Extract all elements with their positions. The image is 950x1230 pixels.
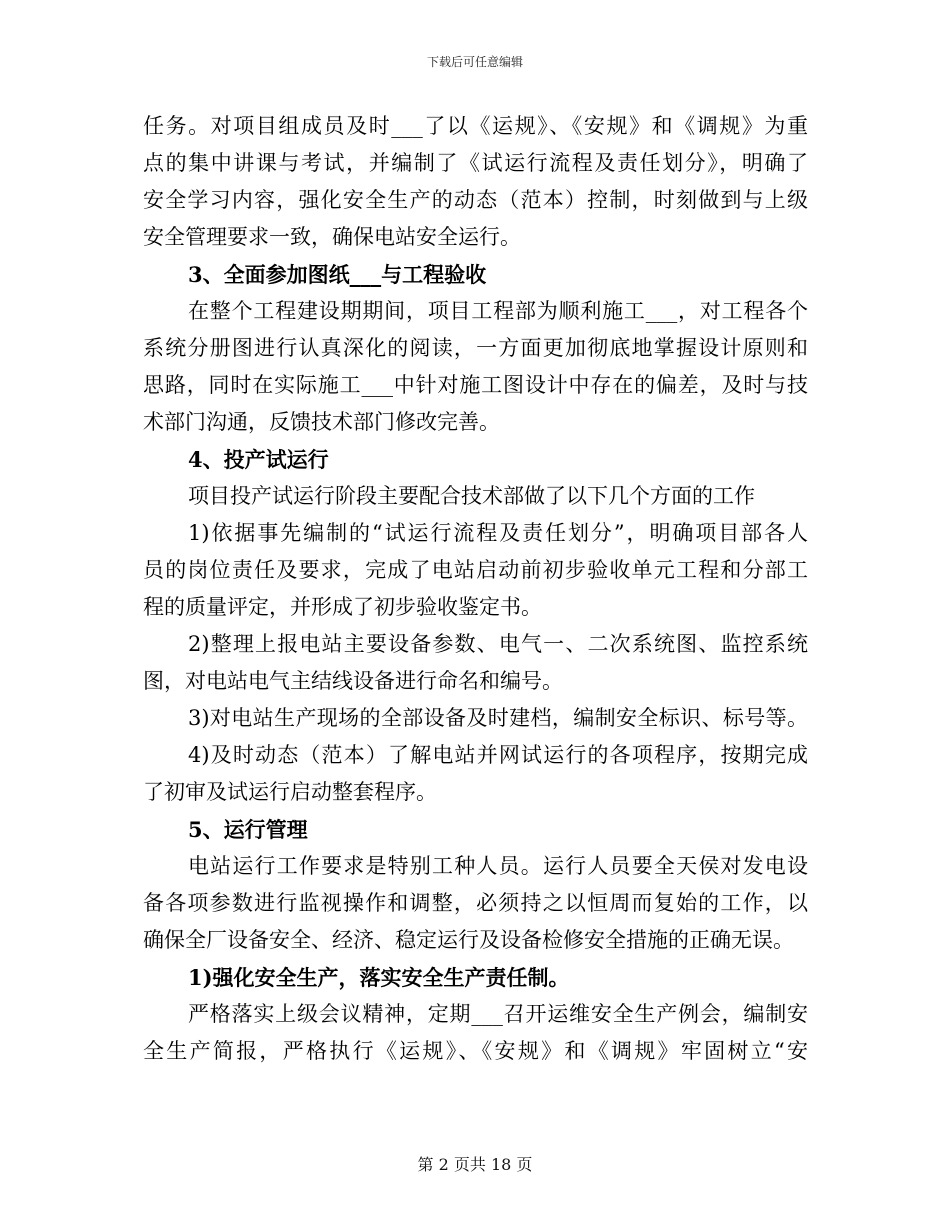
- section-4-list-item-line: 程的质量评定，并形成了初步验收鉴定书。: [143, 595, 542, 619]
- section-4-list-item-line: 员的岗位责任及要求，完成了电站启动前初步验收单元工程和分部工: [143, 558, 808, 582]
- section-4-list-item-line: 2)整理上报电站主要设备参数、电气一、二次系统图、监控系统: [188, 632, 808, 656]
- opening-paragraph-line: 点的集中讲课与考试，并编制了《试运行流程及责任划分》，明确了: [143, 151, 808, 175]
- subsection-1-paragraph-line: 全生产简报，严格执行《运规》、《安规》和《调规》牢固树立“安: [143, 1039, 808, 1063]
- section-4-list-item-line: 4)及时动态（范本）了解电站并网试运行的各项程序，按期完成: [188, 743, 808, 767]
- section-4-list-item-line: 了初审及试运行启动整套程序。: [143, 780, 437, 804]
- section-3-paragraph-line: 在整个工程建设期期间，项目工程部为顺利施工___，对工程各个: [188, 299, 808, 323]
- section-4-heading: 4、投产试运行: [188, 447, 329, 472]
- section-3-heading: 3、全面参加图纸___与工程验收: [188, 262, 487, 287]
- section-4-intro: 项目投产试运行阶段主要配合技术部做了以下几个方面的工作: [188, 484, 755, 508]
- section-4-list-item-line: 3)对电站生产现场的全部设备及时建档，编制安全标识、标号等。: [188, 706, 808, 730]
- section-5-paragraph-line: 电站运行工作要求是特别工种人员。运行人员要全天侯对发电设: [188, 854, 808, 878]
- section-5-paragraph-line: 备各项参数进行监视操作和调整，必须持之以恒周而复始的工作，以: [143, 891, 808, 915]
- opening-paragraph-line: 任务。对项目组成员及时___了以《运规》、《安规》和《调规》为重: [143, 114, 808, 138]
- subsection-1-heading: 1)强化安全生产，落实安全生产责任制。: [188, 965, 570, 990]
- opening-paragraph-line: 安全学习内容，强化安全生产的动态（范本）控制，时刻做到与上级: [143, 188, 808, 212]
- opening-paragraph-line: 安全管理要求一致，确保电站安全运行。: [143, 225, 521, 249]
- page-number-footer: 第 2 页共 18 页: [417, 1155, 533, 1174]
- page-header-note: 下载后可任意编辑: [426, 55, 523, 69]
- document-body: [143, 108, 808, 1070]
- section-4-list-item-line: 图，对电站电气主结线设备进行命名和编号。: [143, 669, 563, 693]
- section-4-list-item-line: 1)依据事先编制的“试运行流程及责任划分”，明确项目部各人: [188, 521, 808, 545]
- section-3-paragraph-line: 思路，同时在实际施工___中针对施工图设计中存在的偏差，及时与技: [143, 373, 808, 397]
- section-3-paragraph-line: 系统分册图进行认真深化的阅读，一方面更加彻底地掌握设计原则和: [143, 336, 808, 360]
- section-5-paragraph-line: 确保全厂设备安全、经济、稳定运行及设备检修安全措施的正确无误。: [143, 928, 794, 952]
- section-5-heading: 5、运行管理: [188, 817, 308, 842]
- section-3-paragraph-line: 术部门沟通，反馈技术部门修改完善。: [143, 410, 500, 434]
- subsection-1-paragraph-line: 严格落实上级会议精神，定期___召开运维安全生产例会，编制安: [188, 1002, 808, 1026]
